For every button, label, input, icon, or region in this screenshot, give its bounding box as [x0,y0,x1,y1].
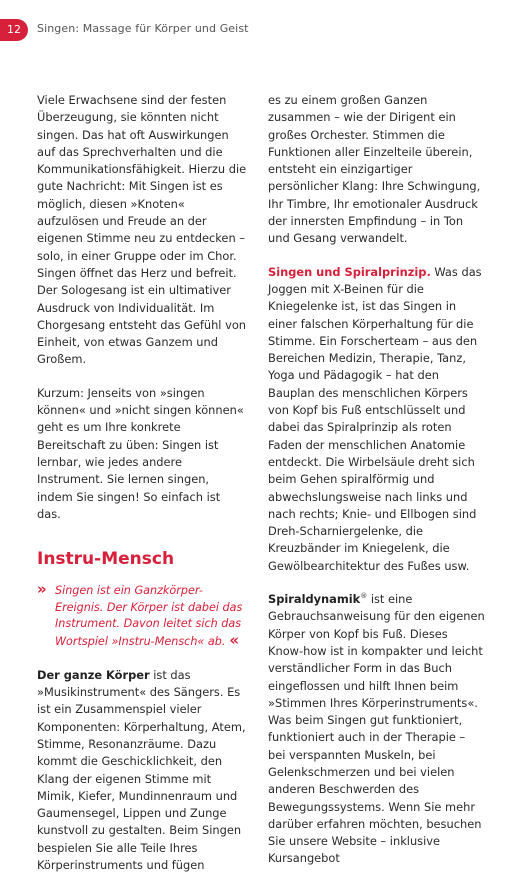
paragraph-lead: Spiraldynamik [268,592,361,607]
section-title: Instru-Mensch [37,549,175,570]
paragraph-text: ist das »Musikinstrument« des Sängers. Es ist ein Zusammenspiel vieler Komponenten: Körperhaltung, Atem, Stimme, Resonanzräume. Dazu kommt die Geschicklichkeit, den Klang der eigenen Stimme mit Mimik, Kiefer, Mundinnenraum und Gaumensegel, Lippen und Zunge kunstvoll zu gestalten. Beim Singen bespielen Sie alle Teile Ihres Körperinstruments und fügen [37,667,246,873]
quote-open-icon: » [37,580,47,599]
right-column [268,92,486,868]
body-paragraph [37,667,247,874]
intro-paragraph: Viele Erwachsene sind der festen Überzeugung, sie könnten nicht singen. Das hat oft Auswirkungen auf das Sprechverhalten und die Kommunikationsfähigkeit. Hierzu die gute Nachricht: Mit Singen ist es möglich, diesen »Knoten« aufzulösen und Freude an der eigenen Stimme neu zu entdecken – solo, in einer Gruppe oder im Chor. Singen öffnet das Herz und befreit. Der Sologesang ist ein ultimativer Ausdruck von Individualität. Im Chorgesang entsteht das Gefühl von Einheit, von etwas Ganzem und Großem. [37,93,247,367]
paragraph-text: ist eine Gebrauchsanweisung für den eigenen Körper von Kopf bis Fuß. Dieses Know-how ist in kompakter und leicht verständlicher Form in das Buch eingeflossen und hilft Ihnen beim »Stimmen Ihres Körperinstruments«. Was beim Singen gut funktioniert, funktioniert auch in der Therapie – bei verspannten Muskeln, bei Gelenkschmerzen und bei vielen anderen Beschwerden des Bewegungssystems. Wenn Sie mehr darüber erfahren möchten, besuchen Sie unsere Website – inklusive Kursangebot [268,592,485,866]
continued-paragraph: es zu einem großen Ganzen zusammen – wie der Dirigent ein großes Orchester. Stimmen die Funktionen aller Einzelteile überein, entsteht ein einzigartiger persönlicher Klang: Ihre Schwingung, Ihr Timbre, Ihr emotionaler Ausdruck der innersten Empfindung – in Ton und Gesang verwandelt. [268,93,481,246]
paragraph-lead: Der ganze Körper [37,667,150,682]
summary-paragraph: Kurzum: Jenseits von »singen können« und »nicht singen können« geht es um Ihre konkrete Bereitschaft zu üben: Singen ist lernbar, wie jedes andere Instrument. Sie lernen singen, indem Sie singen! So einfach ist das. [37,385,244,521]
subheading-inline: Singen und Spiralprinzip. [268,264,431,279]
registered-mark: ® [360,592,368,601]
left-column [37,92,247,874]
spiraldynamik-paragraph [268,591,486,868]
spiral-paragraph [268,264,486,575]
quote-text: Singen ist ein Ganzkörper-Ereignis. Der Körper ist dabei das Instrument. Davon leitet sich das Wortspiel »Instru-Mensch« ab. [55,584,243,649]
page-number-badge: 12 [0,19,28,41]
pull-quote [37,580,247,651]
running-title: Singen: Massage für Körper und Geist [37,22,249,35]
quote-close-icon: « [229,631,240,650]
paragraph-text: Was das Joggen mit X-Beinen für die Kniegelenke ist, ist das Singen in einer falschen Körperhaltung für die Stimme. Ein Forscherteam – aus den Bereichen Medizin, Therapie, Tanz, Yoga und Pädagogik – hat den Bauplan des menschlichen Körpers von Kopf bis Fuß entschlüsselt und dabei das Spiralprinzip als roten Faden der menschlichen Anatomie entdeckt. Die Wirbelsäule dreht sich beim Gehen spiralförmig und abwechslungsweise nach links und nach rechts; Knie- und Ellbogen sind Dreh-Scharniergelenke, die Kreuzbänder im Kniegelenk, die Gewölbearchitektur des Fußes usw. [268,264,482,573]
page-header [0,0,522,40]
